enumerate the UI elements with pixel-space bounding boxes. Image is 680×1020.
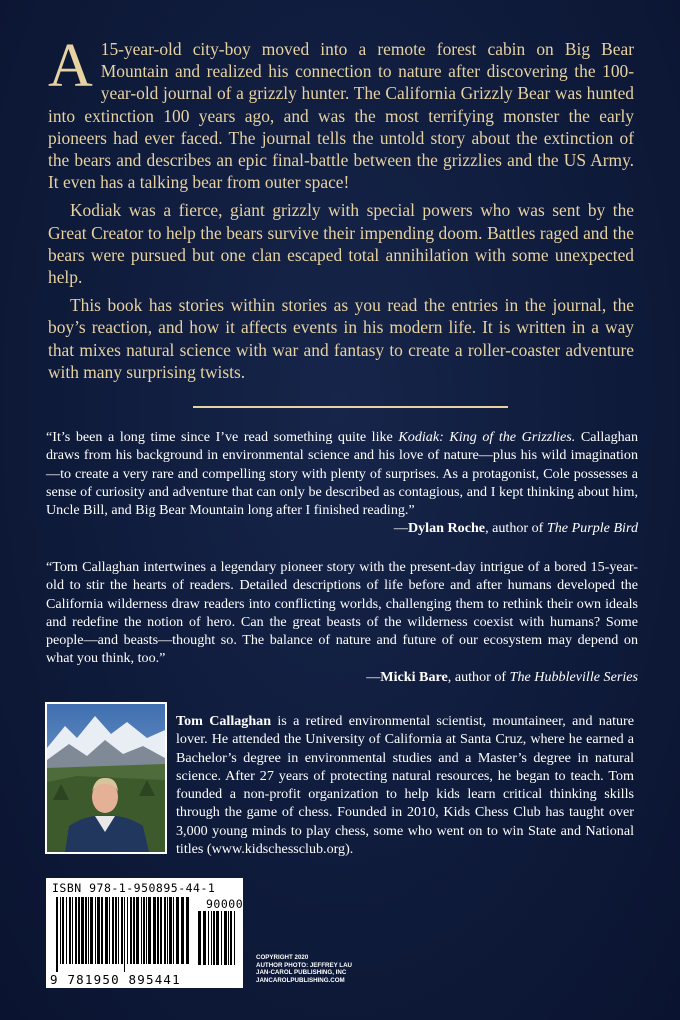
quote2-body: “Tom Callaghan intertwines a legendary pioneer story with the present-day intrigue of a bored 15-year-old to stir the hearts of readers. Detailed descriptions of life before and after humans developed the California wilderness draw readers into conflicting worlds, challenging them to rethink their own ideals and redefine the notion of hero. Can the great beasts of the wilderness coexist with humans? Some people—and beasts—thought so. The balance of nature and future of our ecosystem may depend on what you think, too.” <box>46 559 638 667</box>
barcode-bar <box>164 897 166 964</box>
barcode-bar <box>211 911 212 965</box>
barcode-bar <box>112 897 114 964</box>
publisher-website: JANCAROLPUBLISHING.COM <box>256 976 345 984</box>
barcode-bar <box>153 897 156 964</box>
author-bio <box>176 712 634 858</box>
quote1-open: “It’s been a long time since I’ve read something quite like <box>46 429 399 445</box>
barcode-bar <box>148 897 151 964</box>
barcode-bar <box>157 897 159 964</box>
review-quote-1 <box>46 428 638 538</box>
barcode-bar <box>213 911 215 965</box>
drop-cap: A <box>48 32 93 100</box>
barcode-bar <box>85 897 87 964</box>
barcode-bars <box>56 897 192 972</box>
barcode-bar <box>186 897 189 964</box>
book-blurb <box>48 32 634 389</box>
quote1-attribution <box>46 519 638 537</box>
barcode-bar <box>136 897 139 964</box>
price-code: 90000 <box>206 897 244 911</box>
addon-barcode-bars <box>198 911 238 983</box>
barcode-bar <box>105 897 108 964</box>
barcode-bar <box>169 897 172 964</box>
copyright-block <box>256 954 456 984</box>
isbn-barcode <box>46 878 243 988</box>
quote1-author: Dylan Roche <box>407 520 486 537</box>
barcode-bar <box>143 897 145 964</box>
quote1-dash: — <box>393 520 408 537</box>
barcode-bar <box>121 897 123 964</box>
barcode-bar <box>115 897 117 964</box>
quote2-author: Micki Bare <box>380 668 448 685</box>
copyright-line: COPYRIGHT 2020 <box>256 954 309 961</box>
barcode-bar <box>130 897 132 964</box>
barcode-bar <box>97 897 100 964</box>
photo-credit-line: AUTHOR PHOTO: JEFFREY LAU <box>256 961 353 969</box>
barcode-bar <box>167 897 168 964</box>
barcode-bar <box>230 911 232 965</box>
barcode-bar <box>56 897 58 972</box>
barcode-bar <box>109 897 110 964</box>
barcode-bar <box>234 911 235 965</box>
blurb-paragraph-3: This book has stories within stories as you read the entries in the journal, the boy’s reaction, and how it affects events in his modern life. It is written in a way that mixes natural science with war and fantasy to create a roller-coaster adventure with many surprising twists. <box>48 295 634 382</box>
barcode-bar <box>208 911 209 965</box>
isbn-number: ISBN 978-1-950895-44-1 <box>52 881 216 895</box>
barcode-bar <box>133 897 135 964</box>
quote1-author-book: The Purple Bird <box>546 520 638 537</box>
barcode-bar <box>216 911 219 965</box>
publisher-line: JAN-CAROL PUBLISHING, INC <box>256 969 347 977</box>
author-bio-text: is a retired environmental scientist, mountaineer, and nature lover. He attended the University of California at Santa Cruz, where he earned a Bachelor’s degree in environmental studies and a Master’s degree in natural science. After 27 years of protecting natural resources, he began to teach. Tom founded a non-profit organization to help kids learn critical thinking skills through the game of chess. Founded in 2010, Kids Chess Club has taught over 3,000 young minds to play chess, some who went on to win State and National titles (www.kidschessclub.org). <box>176 713 634 858</box>
barcode-bar <box>72 897 73 964</box>
section-divider <box>193 406 508 408</box>
quote1-author-suffix: , author of <box>485 520 547 537</box>
author-photo <box>45 702 167 854</box>
barcode-bar <box>173 897 174 964</box>
blurb-paragraph-2: Kodiak was a fierce, giant grizzly with special powers who was sent by the Great Creator to help the bears survive their impending doom. Battles raged and the bears were pursued but one clan escaped total annihilation with some unexpected help. <box>48 200 634 288</box>
barcode-bar <box>203 911 206 965</box>
barcode-bar <box>62 897 64 964</box>
barcode-bar <box>69 897 71 964</box>
quote2-attribution <box>46 668 638 686</box>
barcode-bar <box>90 897 93 964</box>
blurb-paragraph-1 <box>48 32 634 193</box>
ean-digits: 9 781950 895441 <box>50 972 181 987</box>
barcode-bar <box>101 897 103 964</box>
barcode-bar <box>66 897 67 964</box>
quote1-book-title: Kodiak: King of the Grizzlies. <box>398 429 576 445</box>
quote1-body: Callaghan draws from his background in environmental science and his love of nature—plus his wild imagination—to create a very rare and compelling story with plenty of surprises. As a protagonist, Cole possesses a sense of curiosity and adventure that can only be described as contagious, and I kept thinking about him, Uncle Bill, and Big Bear Mountain long after I finished reading.” <box>46 429 638 519</box>
barcode-bar <box>118 897 119 964</box>
barcode-bar <box>95 897 96 964</box>
barcode-bar <box>78 897 80 964</box>
author-name: Tom Callaghan <box>176 713 272 729</box>
barcode-bar <box>88 897 89 964</box>
barcode-bar <box>75 897 77 964</box>
author-photo-image <box>47 704 165 852</box>
barcode-bar <box>146 897 147 964</box>
quote2-dash: — <box>366 668 381 685</box>
barcode-bar <box>127 897 128 964</box>
quote2-author-book: The Hubbleville Series <box>509 668 638 685</box>
review-quote-2 <box>46 558 638 686</box>
barcode-bar <box>224 911 227 965</box>
barcode-bar <box>221 911 222 965</box>
barcode-bar <box>198 911 201 965</box>
barcode-bar <box>228 911 229 965</box>
barcode-bar <box>81 897 84 964</box>
barcode-bar <box>160 897 162 964</box>
quote2-author-suffix: , author of <box>447 668 510 685</box>
barcode-bar <box>60 897 61 964</box>
barcode-bar <box>141 897 142 964</box>
barcode-bar <box>181 897 184 964</box>
blurb-p1-text: 15-year-old city-boy moved into a remote forest cabin on Big Bear Mountain and realized his connection to nature after discovering the 100-year-old journal of a grizzly hunter. The California Grizzly Bear was hunted into extinction 100 years ago, and was the most terrifying monster the early pioneers had ever faced. The journal tells the untold story about the extinction of the bears and describes an epic final-battle between the grizzlies and the US Army. It even has a talking bear from outer space! <box>48 39 634 193</box>
barcode-bar <box>176 897 179 964</box>
barcode-bar <box>124 897 125 972</box>
